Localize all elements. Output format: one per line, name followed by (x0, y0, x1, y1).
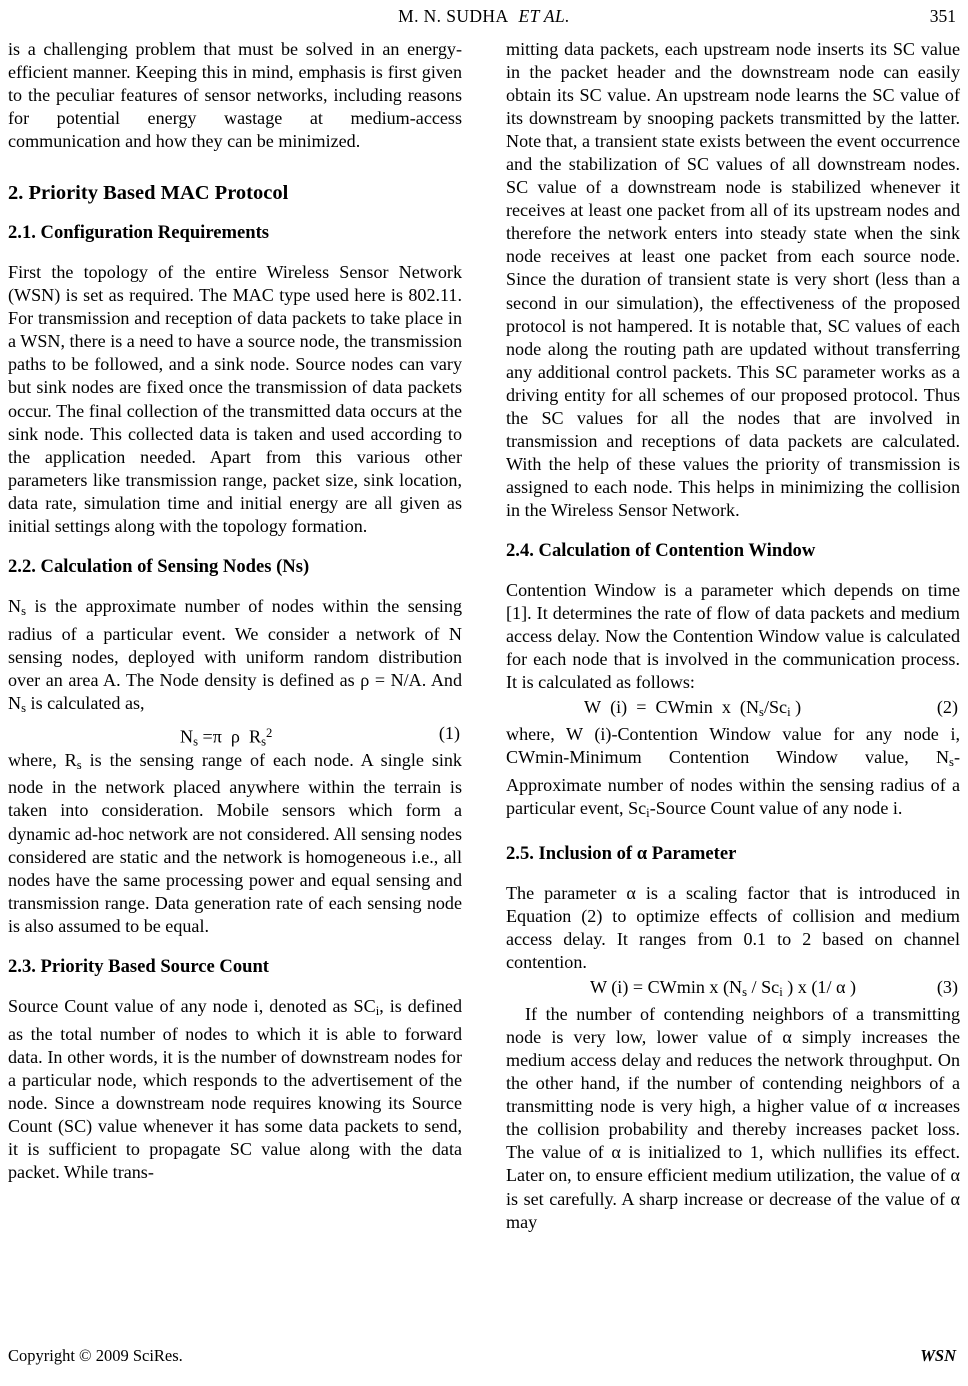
page-footer (8, 1346, 960, 1368)
page-number: 351 (929, 6, 956, 26)
running-head (8, 6, 960, 28)
paragraph-2-4-tail: -Source Count value of any node i. (649, 798, 903, 819)
paragraph-2-2-text: is the approximate number of nodes within the sensing radius of a particular event. We consider a network of N sensing nodes, deployed with uniform random distribution over an area A. The Node density is defined as ρ = N/A. And N (8, 595, 462, 713)
equation-3-number: (3) (936, 977, 958, 998)
paragraph-2-5: The parameter α is a scaling factor that is introduced in Equation (2) to optimize effects of collision and medium access delay. It ranges from 0.1 to 2 based on channel contention. (506, 882, 960, 973)
paragraph-2-4-mid: - Approximate number of nodes within the sensing radius of a particular event, Sc (506, 747, 960, 819)
paragraph-2-3-tail: is defined as the total number of nodes to which it is able to forward data. In other words, it is the number of downstream nodes for a particular node, which responds to the advertisement of the node. Since a downstream node requires knowing its Source Count (SC) value whenever it has some data packets to send, it is sufficient to propagate SC value along with the data packet. While trans- (8, 995, 462, 1182)
paragraph-continued-left: is a challenging problem that must be solved in an energy-efficient manner. Keeping this in mind, emphasis is first given to the peculiar features of sensor networks, including reasons for potential energy wastage at medium-access communication and how they can be minimized. (8, 39, 462, 152)
subsection-heading-2-4: 2.4. Calculation of Contention Window (506, 539, 816, 561)
paragraph-2-2-after-equation: where, $R_s$ is the sensing range of each node. A single sink node in the network placed anywhere within the terrain is taken into consideration. Mobile sensors which form a dynamic ad-hoc network are not considered. All sensing nodes considered are static and the network is homogeneous i.e., all nodes have the same processing power and equal sensing and transmission range. Data generation rate of each sensing node is also assumed to be equal. (8, 749, 462, 936)
paragraph-2-2-before-equation (8, 595, 462, 720)
spacer (506, 522, 960, 540)
paragraph-2-3-head: Source Count value of any node i, denoted as SC (8, 995, 376, 1016)
subscript-i: i (646, 805, 650, 820)
spacer (8, 578, 462, 595)
spacer (8, 153, 462, 181)
symbol-ns: $N_s$ (8, 595, 27, 618)
equation-3 (506, 976, 960, 1001)
copyright-notice: Copyright © 2009 SciRes. (8, 1346, 183, 1365)
running-head-authors: M. N. SUDHA (398, 6, 509, 26)
right-column (506, 38, 960, 1310)
subscript-s: s (949, 755, 954, 770)
spacer (8, 938, 462, 956)
equation-1-number: (1) (438, 722, 460, 743)
paragraph-continued-right: mitting data packets, each upstream node inserts its SC value in the packet header and the downstream node can easily obtain its SC value. An upstream node learns the SC value of its downstream by snooping packets transmitted by the latter. Note that, a transient state exists between the event occurrence and the stabilization of SC values of all downstream nodes. SC value of a downstream node is stabilized whenever it receives at least one packet from all of its upstream nodes and therefore the network enters into steady state when the sink node receives at least one packet from each source node. Since the duration of transient state is very short (less than a second in our simulation), the effectiveness of the proposed protocol is not hampered. It is notable that, SC values of each node along the routing path are updated without transferring any additional control packets. This SC parameter works as a driving entity for all schemes of our proposed protocol. Thus the SC values for all the nodes that are involved in transmission and receptions of data packets are calculated. With the help of these values the priority of transmission is assigned to each node. This helps in minimizing the collision in the Wireless Sensor Network. (506, 39, 960, 520)
spacer (8, 978, 462, 995)
paragraph-2-2-after-text: is the sensing range of each node. A single sink node in the network placed anywhere within the terrain is taken into consideration. Mobile sensors which form a dynamic ad-hoc network are not considered. All sensing nodes considered are static and the network is homogeneous i.e., all nodes have the same processing power and equal sensing and transmission range. Data generation rate of each sensing node is also assumed to be equal. (8, 749, 462, 936)
subsection-heading-2-5: 2.5. Inclusion of α Parameter (506, 842, 737, 864)
subsection-heading-2-2: 2.2. Calculation of Sensing Nodes (Ns) (8, 555, 310, 577)
paragraph-2-2-text-tail: is calculated as, (26, 692, 145, 713)
spacer (8, 538, 462, 556)
subscript-s: s (21, 700, 27, 715)
spacer (506, 865, 960, 882)
paragraph-2-4: Contention Window is a parameter which depends on time [1]. It determines the rate of flow of data packets and medium access delay. Now the Contention Window value is calculated for each node that is involved in the communication process. It is calculated as follows: (506, 579, 960, 693)
equation-3-body: W (i) = CWmin x ($N_s / Sc_i$ ) x (1/ α ) (590, 977, 857, 999)
paragraph-2-5-after-equation: If the number of contending neighbors of a transmitting node is very low, lower value of α simply increases the medium access delay and reduces the network throughput. On the other hand, if the number of contending neighbors of a transmitting node is very high, a higher value of α increases the collision probability and thereby increases packet loss. The value of α is initialized to 1, which nullifies its effect. Later on, to ensure efficient medium utilization, the value of α is set carefully. A sharp increase or decrease of the value of α may (506, 1004, 960, 1232)
running-head-title (8, 6, 960, 27)
left-column (8, 38, 462, 1310)
subsection-heading-2-3: 2.3. Priority Based Source Count (8, 955, 269, 977)
paragraph-2-1: First the topology of the entire Wireless Sensor Network (WSN) is set as required. The MAC type used here is 802.11. For transmission and reception of data packets to take place in a WSN, there is a need to have a source node, the transmission paths to be followed, and a sink node. Source nodes can vary but sink nodes are fixed once the transmission of data packets occur. The final collection of the transmitted data occurs at the sink node. This collected data is taken and used according to the application needed. Apart from this various other parameters like transmission range, packet size, sink location, data rate, simulation time and initial energy are all given as initial settings along with the topology formation. (8, 262, 462, 536)
subscript-i: i (375, 1003, 380, 1018)
equation-1-body: $N_s =\pi$ ρ $R_s^2$ (180, 725, 273, 749)
section-heading-2: 2. Priority Based MAC Protocol (8, 182, 289, 205)
paragraph-2-4-after-equation (506, 723, 960, 825)
equation-1 (8, 722, 462, 747)
paragraph-2-4-head: where, W (i)-Contention Window value for any node i, CWmin-Minimum Contention Window value, N (506, 724, 960, 768)
subscript-s: s (76, 757, 82, 772)
spacer (8, 244, 462, 261)
paragraph-2-3: Source Count value of any node i, denoted as $SC_i$, is defined as the total number of nodes to which it is able to forward data. In other words, it is the number of downstream nodes for a particular node, which responds to the advertisement of the node. Since a downstream node requires knowing its Source Count (SC) value whenever it has some data packets to send, it is sufficient to propagate SC value along with the data packet. While trans- (8, 995, 462, 1182)
equation-2 (506, 696, 960, 721)
running-head-etal: ET AL. (518, 6, 570, 26)
journal-abbreviation: WSN (920, 1346, 956, 1365)
equation-2-body: W (i) = CWmin x ($N_s/Sc_i$ ) (584, 697, 802, 719)
spacer (506, 825, 960, 843)
two-column-body (8, 38, 960, 1310)
spacer (8, 205, 462, 222)
spacer (506, 562, 960, 579)
subsection-heading-2-1: 2.1. Configuration Requirements (8, 222, 270, 244)
equation-2-number: (2) (936, 697, 958, 718)
